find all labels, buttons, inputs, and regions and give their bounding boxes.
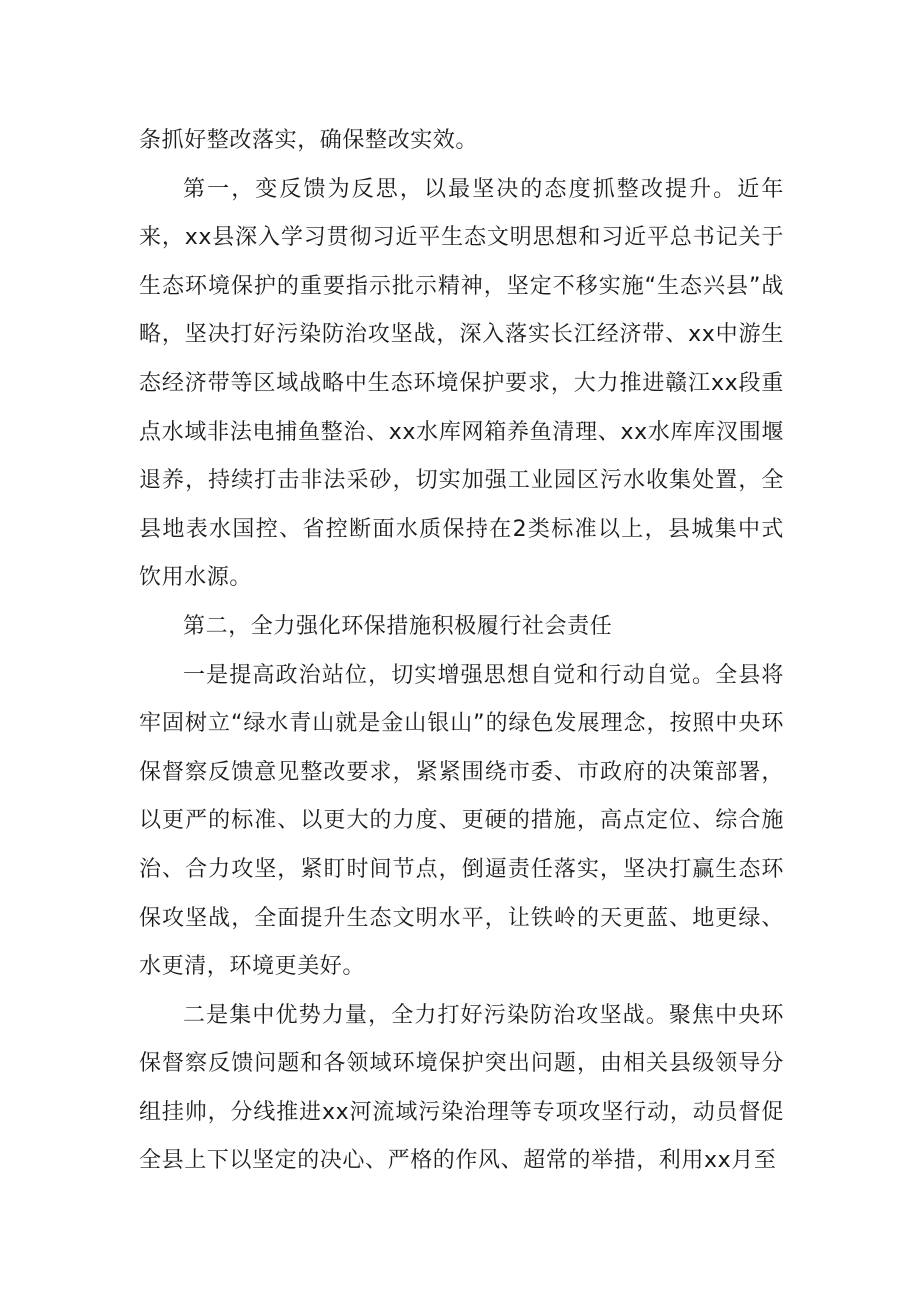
paragraph-political-stance: 一是提高政治站位，切实增强思想自觉和行动自觉。全县将牢固树立“绿水青山就是金山银山”的绿色发展理念，按照中央环保督察反馈意见整改要求，紧紧围绕市委、市政府的决策部署，以更严的标准、以更大的力度、更硬的措施，高点定位、综合施治、合力攻坚，紧盯时间节点，倒逼责任落实，坚决打赢生态环保攻坚战，全面提升生态文明水平，让铁岭的天更蓝、地更绿、水更清，环境更美好。 — [139, 662, 784, 980]
paragraph-pollution-control: 二是集中优势力量，全力打好污染防治攻坚战。聚焦中央环保督察反馈问题和各领域环境保护突出问题，由相关县级领导分组挂帅，分线推进xx河流域污染治理等专项攻坚行动，动员督促全县上下以坚定的决心、严格的作风、超常的举措，利用xx月至 — [139, 1002, 784, 1174]
document-body — [139, 117, 784, 1186]
paragraph-first-rectification: 第一，变反馈为反思，以最坚决的态度抓整改提升。近年来，xx县深入学习贯彻习近平生态文明思想和习近平总书记关于生态环境保护的重要指示批示精神，坚定不移实施“生态兴县”战略，坚决打好污染防治攻坚战，深入落实长江经济带、xx中游生态经济带等区域战略中生态环境保护要求，大力推进赣江xx段重点水域非法电捕鱼整治、xx水库网箱养鱼清理、xx水库库汊围堰退养，持续打击非法采砂，切实加强工业园区污水收集处置，全县地表水国控、省控断面水质保持在2类标准以上，县城集中式饮用水源。 — [139, 176, 784, 591]
paragraph-continuation: 条抓好整改落实，确保整改实效。 — [139, 128, 479, 153]
paragraph-second-heading: 第二，全力强化环保措施积极履行社会责任 — [183, 613, 613, 639]
